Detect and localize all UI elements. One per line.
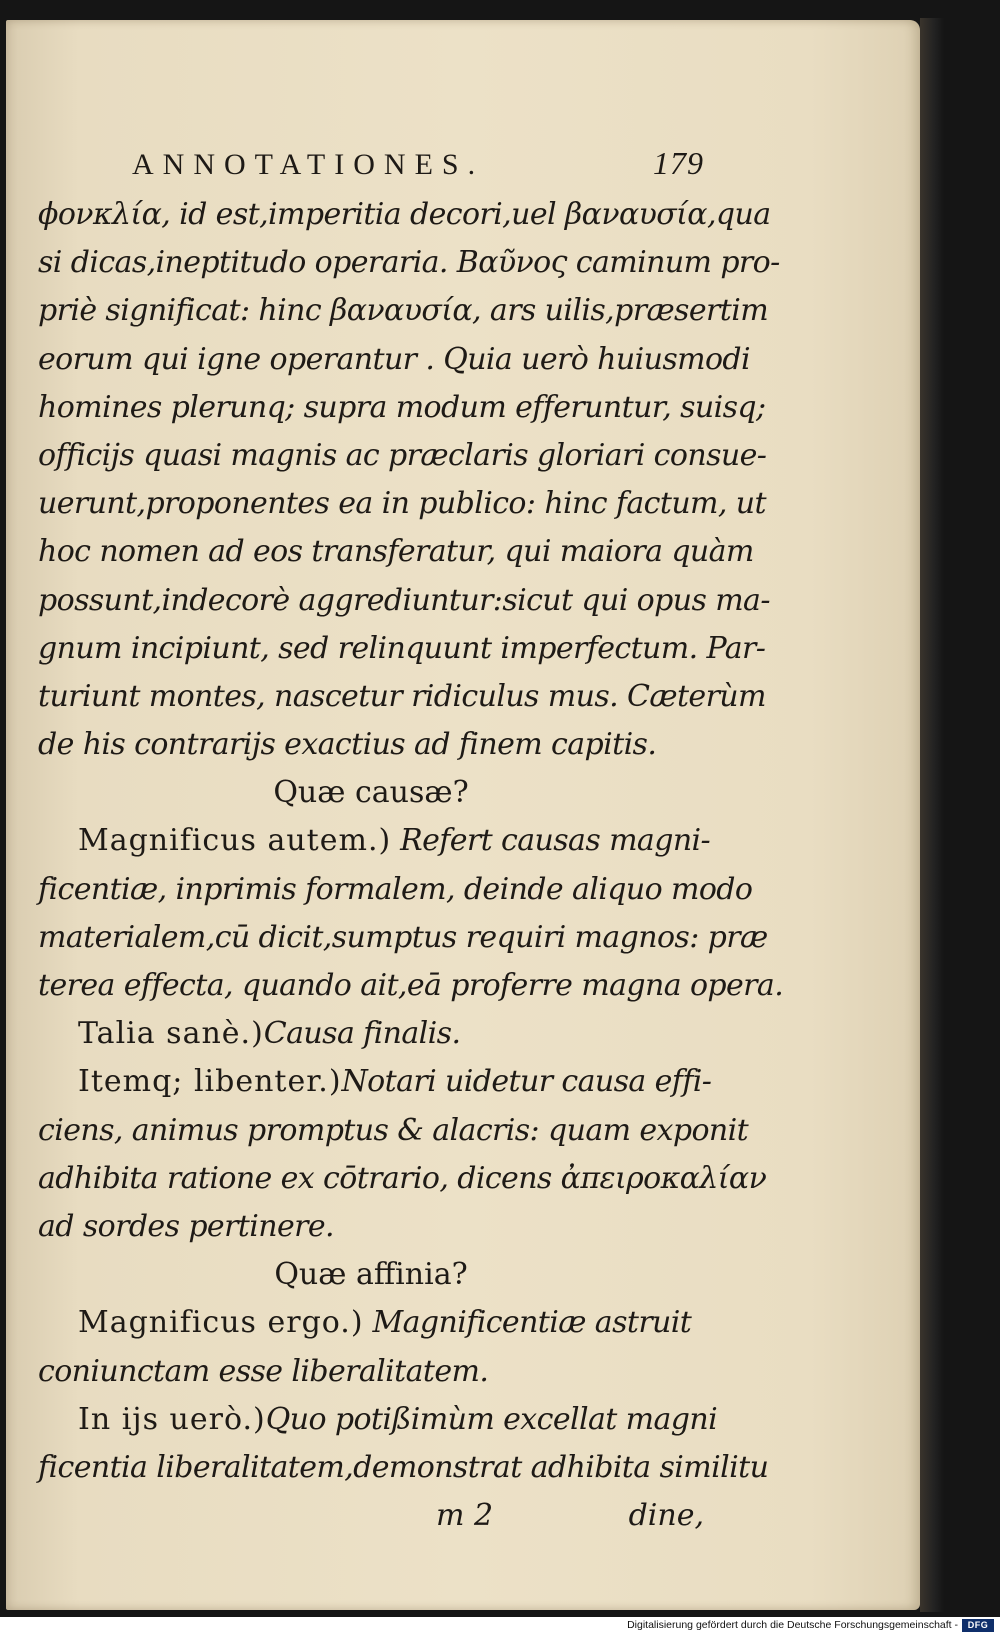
text-line: ϕονκλία, id est,imperitia decori,uel βαναυσία,qua xyxy=(38,197,771,232)
text-line: ficentia liberalitatem,demonstrat adhibita similitu xyxy=(38,1449,769,1485)
lemma: Itemq; libenter.) xyxy=(78,1064,342,1100)
signature-line xyxy=(38,1492,704,1540)
commentary: Magnificentiæ astruit xyxy=(363,1305,692,1341)
text-line: coniunctam esse liberalitatem. xyxy=(38,1353,489,1389)
text-line xyxy=(38,1299,704,1347)
text-line: ad sordes pertinere. xyxy=(38,1208,334,1244)
catchword: dine, xyxy=(628,1498,704,1534)
text-line: terea effecta, quando ait,eā proferre magna opera. xyxy=(38,968,784,1003)
commentary: Causa finalis. xyxy=(263,1016,461,1052)
text-line: officijs quasi magnis ac præclaris gloriari consue- xyxy=(38,437,767,473)
funding-credit: Digitalisierung gefördert durch die Deutsche Forschungsgemeinschaft - xyxy=(627,1619,958,1631)
commentary: Refert causas magni- xyxy=(391,823,711,859)
commentary: Notari uidetur causa effi- xyxy=(341,1064,712,1100)
text-line xyxy=(38,1010,704,1058)
dfg-logo-icon: DFG xyxy=(962,1619,994,1632)
lemma: In ijs uerò.) xyxy=(78,1401,266,1437)
text-line xyxy=(38,1058,712,1106)
text-line: ficentiæ, inprimis formalem, deinde aliquo modo xyxy=(38,871,753,907)
commentary: Quo potißimùm excellat magni xyxy=(265,1401,718,1437)
text-line: materialem,cū dicit,sumptus requiri magnos: præ xyxy=(38,919,768,955)
text-line xyxy=(38,817,711,865)
text-line: homines plerunq; supra modum efferuntur, suisq; xyxy=(38,389,766,425)
lemma: Magnificus autem.) xyxy=(78,823,392,859)
page-edge xyxy=(920,18,944,1612)
running-head: ANNOTATIONES. xyxy=(132,148,485,181)
running-header xyxy=(38,145,704,191)
text-line: de his contrarijs exactius ad finem capitis. xyxy=(38,727,657,763)
text-line: adhibita ratione ex cōtrario, dicens ἀπειροκαλίαν xyxy=(38,1160,767,1196)
text-line: hoc nomen ad eos transferatur, qui maiora quàm xyxy=(38,534,754,570)
lemma: Talia sanè.) xyxy=(78,1016,264,1052)
text-line: eorum qui igne operantur . Quia uerò huiusmodi xyxy=(38,341,751,377)
text-line: gnum incipiunt, sed relinquunt imperfectum. Par- xyxy=(38,630,766,666)
lemma: Magnificus ergo.) xyxy=(78,1305,364,1341)
text-line: ciens, animus promptus & alacris: quam exponit xyxy=(38,1112,749,1148)
page-number: 179 xyxy=(653,145,704,181)
text-line: priè significat: hinc βαναυσία, ars uilis,præsertim xyxy=(38,293,769,329)
section-heading: Quæ affinia? xyxy=(274,1257,468,1293)
text-line: turiunt montes, nascetur ridiculus mus. Cæterùm xyxy=(38,678,766,714)
section-heading: Quæ causæ? xyxy=(273,775,469,811)
text-line: si dicas,ineptitudo operaria. Βαῦνος caminum pro- xyxy=(38,245,780,281)
text-line: uerunt,proponentes ea in publico: hinc factum, ut xyxy=(38,486,766,522)
page-text xyxy=(38,145,784,1540)
signature-mark: m 2 xyxy=(436,1498,494,1534)
text-line xyxy=(38,1396,718,1444)
text-line: possunt,indecorè aggrediuntur:sicut qui opus ma- xyxy=(38,582,770,618)
